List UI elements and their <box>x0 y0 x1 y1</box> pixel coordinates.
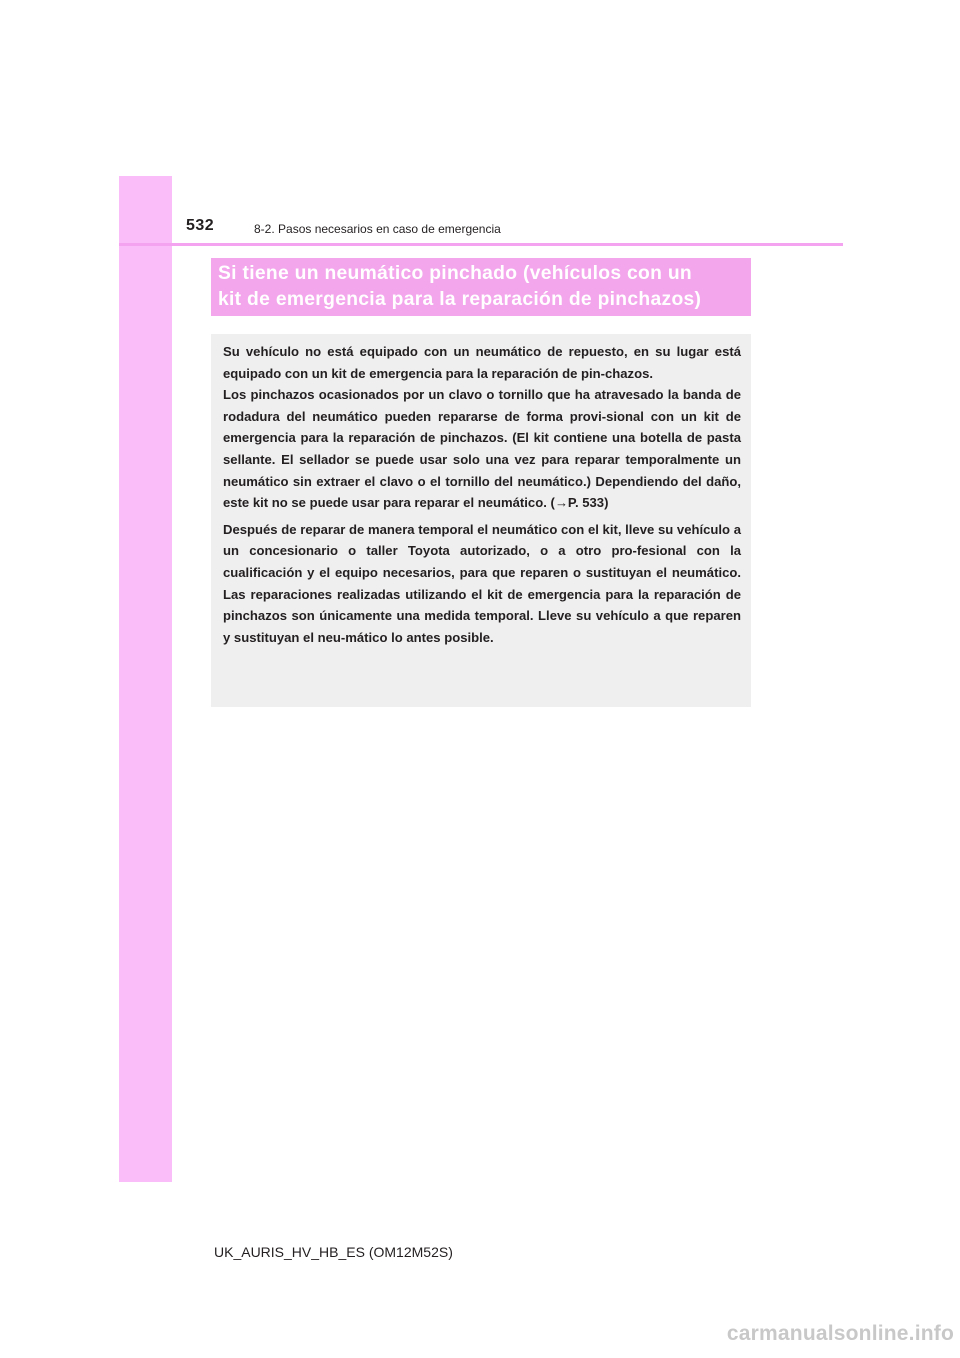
heading-box <box>211 258 751 316</box>
intro-paragraph-1: Su vehículo no está equipado con un neumático de repuesto, en su lugar está equipado con un kit de emergencia para la reparación de pin-chazos. <box>223 344 741 381</box>
heading-line-1: Si tiene un neumático pinchado (vehículos con un <box>218 263 692 284</box>
section-title: 8-2. Pasos necesarios en caso de emergencia <box>254 222 501 236</box>
heading-line-2: kit de emergencia para la reparación de pinchazos) <box>218 289 702 310</box>
document-code: UK_AURIS_HV_HB_ES (OM12M52S) <box>214 1244 453 1260</box>
intro-paragraph-3: Después de reparar de manera temporal el neumático con el kit, lleve su vehículo a un concesionario o taller Toyota autorizado, o a otro pro-fesional con la cualificación y el equipo necesarios, para que reparen o sustituyan el neumático. Las reparaciones realizadas utilizando el kit de emergencia para la reparación de pinchazos son únicamente una medida temporal. Lleve su vehículo a que reparen y sustituyan el neu-mático lo antes posible. <box>223 521 741 645</box>
watermark: carmanualsonline.info <box>726 1322 954 1345</box>
intro-text-box <box>211 334 751 707</box>
header-rule <box>119 243 843 246</box>
page-number: 532 <box>186 217 215 234</box>
intro-paragraph-2: Los pinchazos ocasionados por un clavo o tornillo que ha atravesado la banda de rodadura del neumático pueden repararse de forma provi-sional con un kit de emergencia para la reparación de pinchazos. (El kit contiene una botella de pasta sellante. El sellador se puede usar solo una vez para reparar temporalmente un neumático sin extraer el clavo o el tornillo del neumático.) Dependiendo del daño, este kit no se puede usar para reparar el neumático. (→P. 533) <box>223 387 741 511</box>
chapter-side-band <box>119 176 172 1182</box>
